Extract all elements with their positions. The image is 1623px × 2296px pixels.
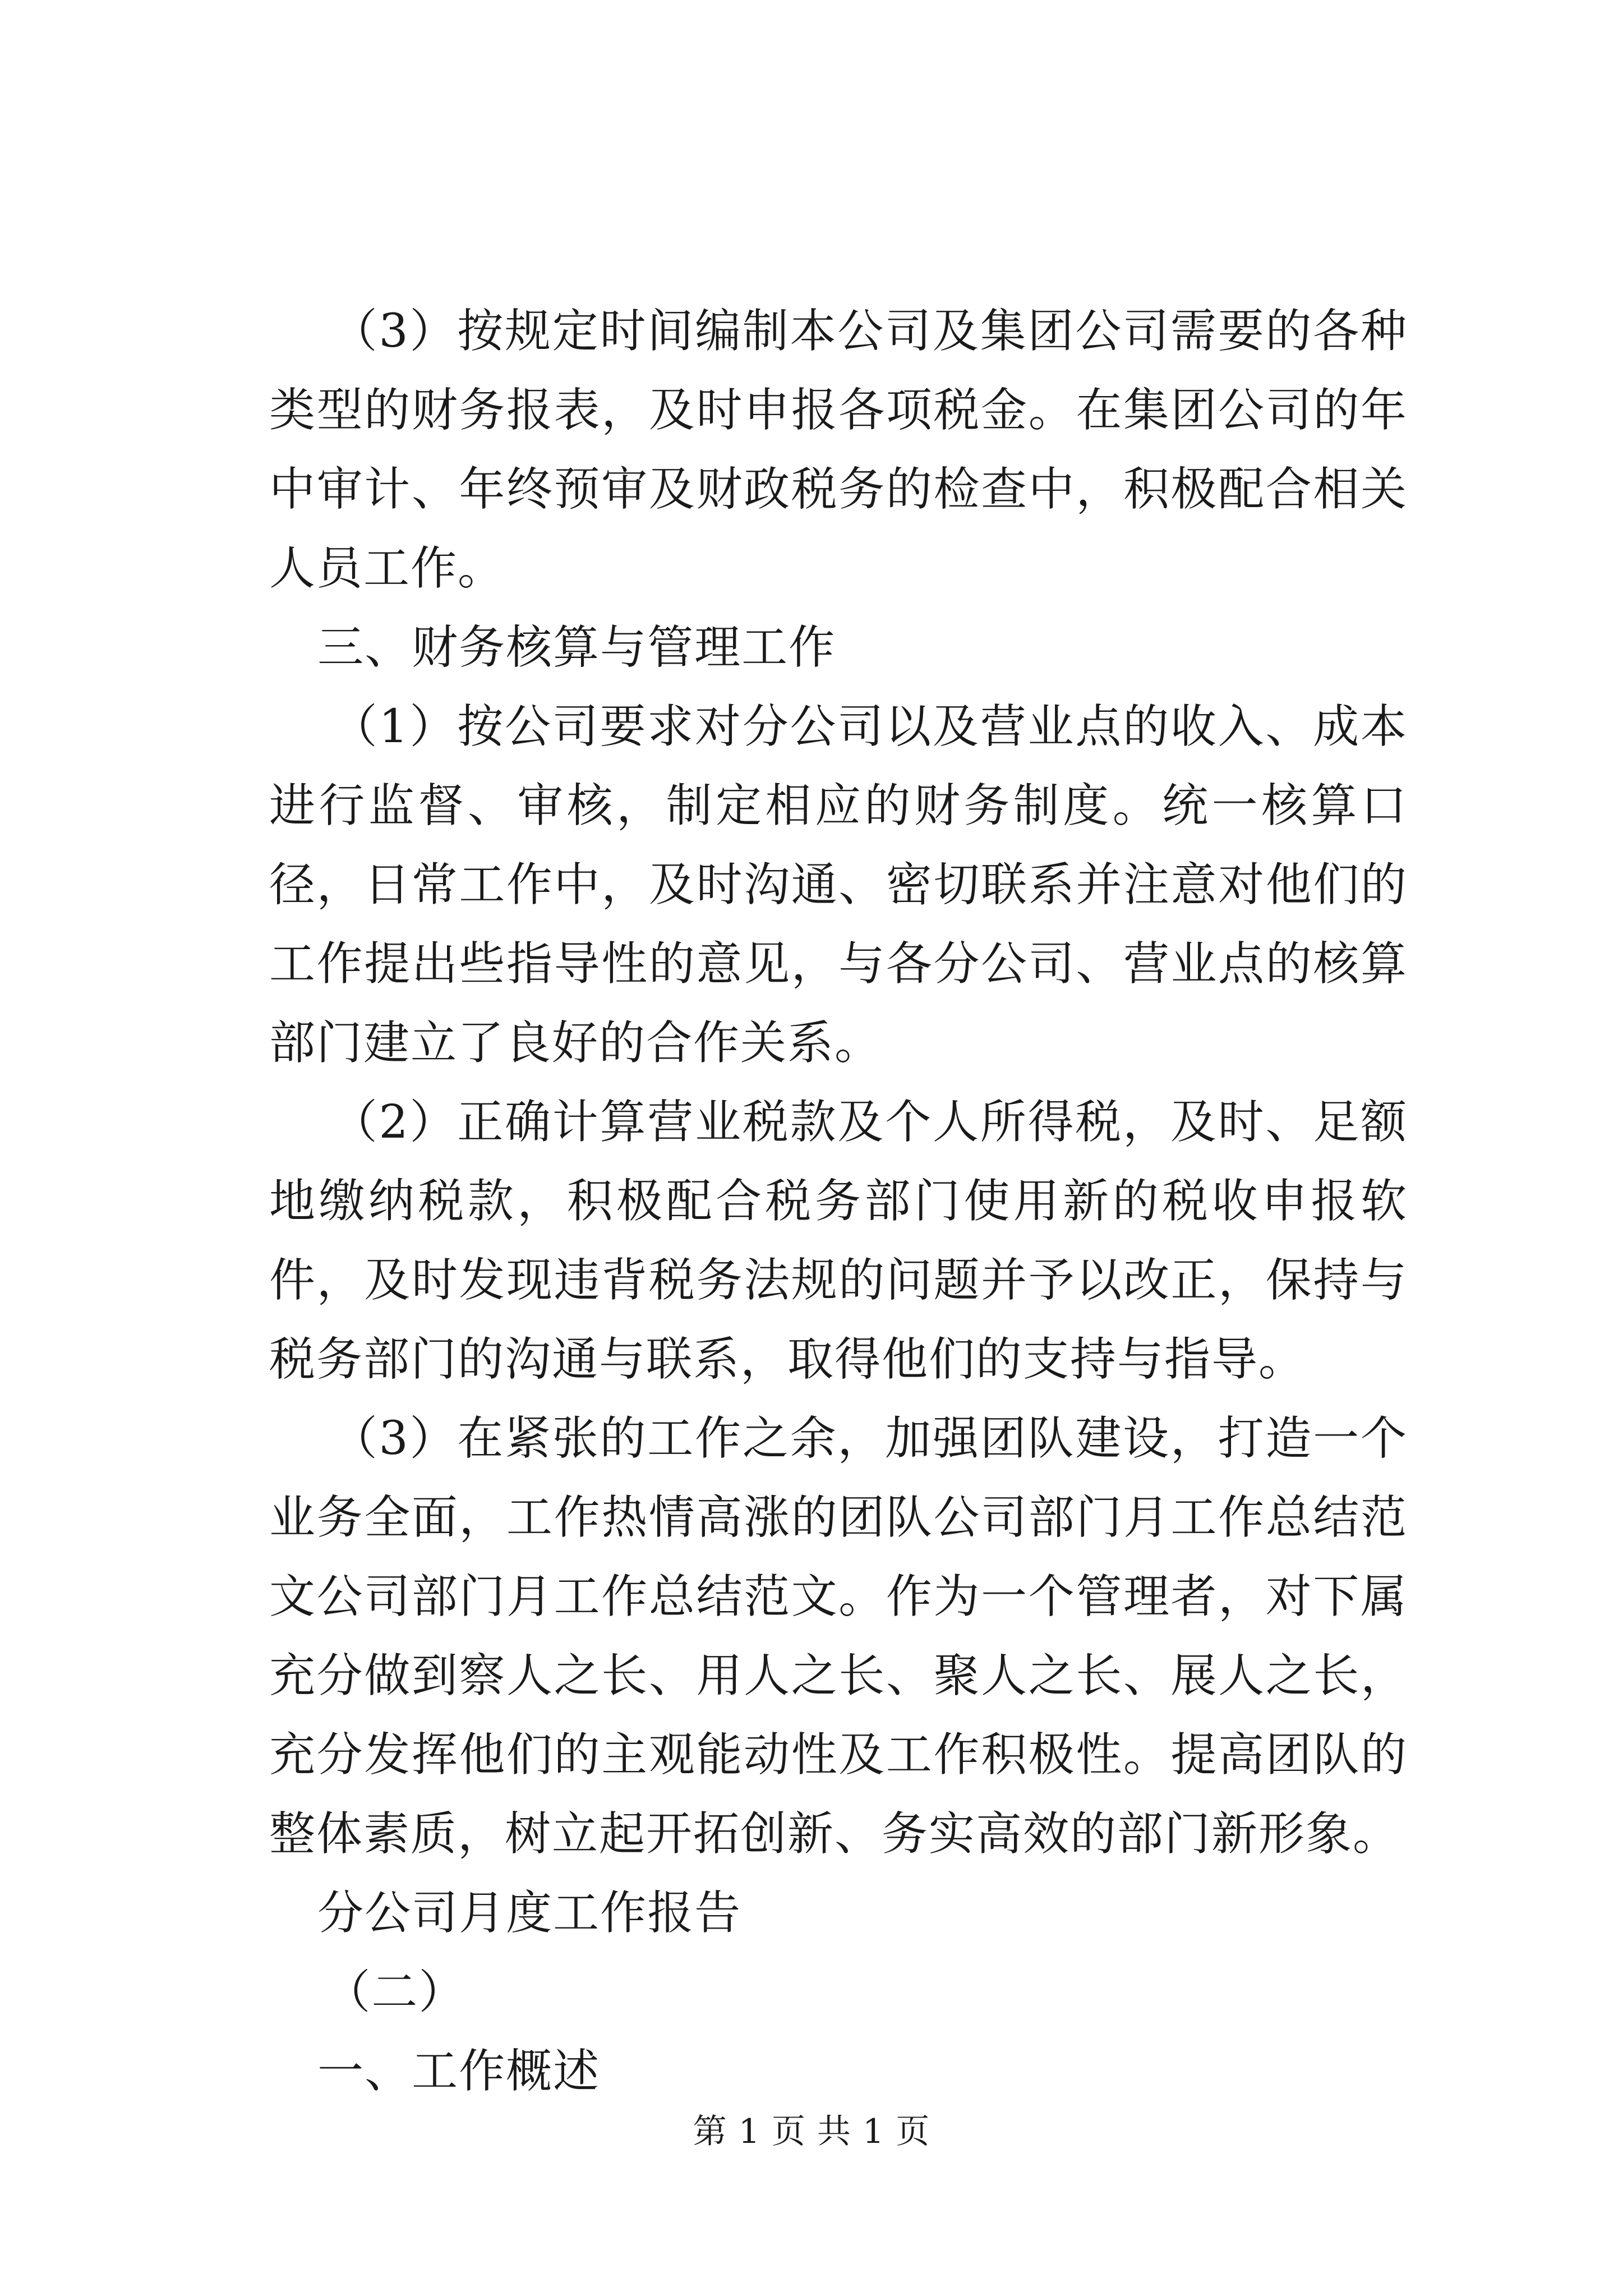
paragraph-tax-calculation: （2）正确计算营业税款及个人所得税，及时、足额地缴纳税款，积极配合税务部门使用新的税收申报软件，及时发现违背税务法规的问题并予以改正，保持与税务部门的沟通与联系，取得他们的支持与指导。 [269, 1096, 1408, 1386]
paragraph-team-building: （3）在紧张的工作之余，加强团队建设，打造一个业务全面，工作热情高涨的团队公司部门月工作总结范文公司部门月工作总结范文。作为一个管理者，对下属充分做到察人之长、用人之长、聚人之长、展人之长，充分发挥他们的主观能动性及工作积极性。提高团队的整体素质，树立起开拓创新、务实高效的部门新形象。 [269, 1412, 1408, 1861]
paragraph-branch-supervision: （1）按公司要求对分公司以及营业点的收入、成本进行监督、审核，制定相应的财务制度。统一核算口径，日常工作中，及时沟通、密切联系并注意对他们的工作提出些指导性的意见，与各分公司、营业点的核算部门建立了良好的合作关系。 [269, 700, 1408, 1070]
paragraph-financial-reports: （3）按规定时间编制本公司及集团公司需要的各种类型的财务报表，及时申报各项税金。在集团公司的年中审计、年终预审及财政税务的检查中，积极配合相关人员工作。 [269, 305, 1408, 595]
section-heading-overview: 一、工作概述 [317, 2045, 601, 2098]
section-heading-accounting-management: 三、财务核算与管理工作 [317, 621, 836, 674]
document-body [269, 292, 1408, 2111]
report-part-number: （二） [324, 1966, 466, 2019]
page-footer: 第 1 页 共 1 页 [693, 2112, 930, 2151]
report-title: 分公司月度工作报告 [317, 1887, 742, 1940]
